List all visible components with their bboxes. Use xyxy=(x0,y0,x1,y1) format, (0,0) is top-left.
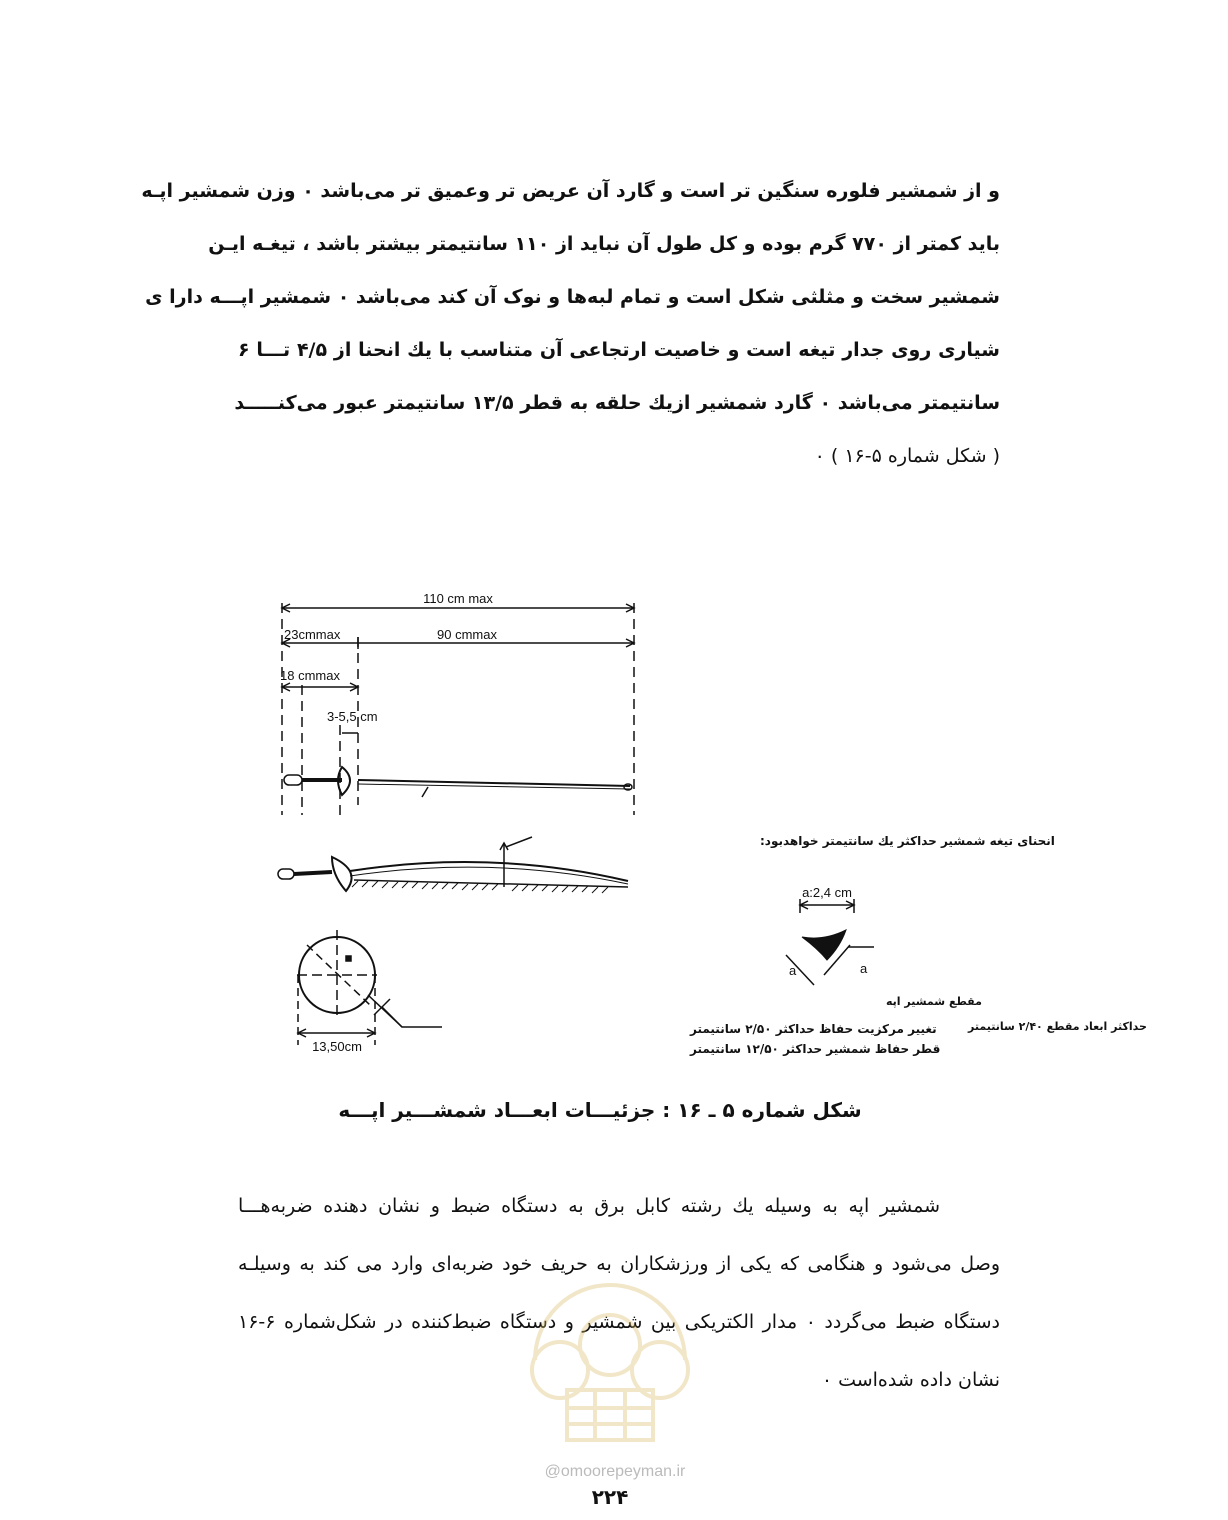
paragraph-line: دستگاه ضبط می‌گردد ۰ مدار الکتریکی بین شمشیر و دستگاه ضبط‌کننده در شکل‌شماره ۶-۱۶ xyxy=(238,1311,1000,1333)
curve-note: انحنای تیغه شمشیر حداکثر یك سانتیمتر خواهدبود: xyxy=(760,834,1055,848)
paragraph-line: شیاری روی جدار تیغه است و خاصیت ارتجاعی آن متناسب با یك انحنا از ۴/۵ تـــا ۶ xyxy=(238,339,1000,361)
paragraph-line: باید کمتر از ۷۷۰ گرم بوده و کل طول آن نباید از ۱۱۰ سانتیمتر بیشتر باشد ، تیغـه ایـن xyxy=(208,233,1000,255)
guard-offset-note: تغییر مرکزیت حفاظ حداکثر ۲/۵۰ سانتیمتر xyxy=(690,1022,937,1036)
guard-diameter-note: قطر حفاظ شمشیر حداکثر ۱۲/۵۰ سانتیمتر xyxy=(690,1042,941,1056)
dim-guard-zone-label: 23cmmax xyxy=(284,627,341,642)
paragraph-intro xyxy=(141,180,1000,480)
watermark-text: @omoorepeyman.ir xyxy=(544,1463,686,1480)
section-title: مقطع شمشیر اپه xyxy=(886,995,982,1008)
guard-diameter-label: 13,50cm xyxy=(312,1039,362,1054)
page-number: ۲۲۴ xyxy=(591,1485,629,1509)
paragraph-line: ( شکل شماره ۵-۱۶ ) ۰ xyxy=(814,445,1000,467)
section-max-note: حداکثر ابعاد مقطع ۲/۴۰ سانتیمتر xyxy=(968,1020,1147,1033)
dim-guard-depth-label: 3-5,5 cm xyxy=(327,709,378,724)
paragraph-line: و از شمشیر فلوره سنگین تر است و گارد آن عریض تر وعمیق تر می‌باشد ۰ وزن شمشیر اپـه xyxy=(141,180,1000,202)
section-a-label-left: a xyxy=(789,963,797,978)
watermark-seal xyxy=(505,1230,715,1460)
paragraph-line: سانتیمتر می‌باشد ۰ گارد شمشیر ازیك حلقه به قطر ۱۳/۵ سانتیمتر عبور می‌کنـــــد xyxy=(234,392,1000,414)
epee-diagram xyxy=(262,575,1147,1065)
dim-grip-label: 18 cmmax xyxy=(280,668,340,683)
paragraph-line: نشان داده شده‌است ۰ xyxy=(821,1369,1000,1391)
paragraph-line: شمشیر اپه به وسیله یك رشته کابل برق به دستگاه ضبط و نشان دهنده ضربه‌هـــا xyxy=(238,1195,940,1217)
section-width-label: a:2,4 cm xyxy=(802,885,852,900)
paragraph-line: شمشیر سخت و مثلثی شکل است و تمام لبه‌ها و نوک آن کند می‌باشد ۰ شمشیر اپـــه دارا ی xyxy=(145,286,1000,308)
section-a-label-right: a xyxy=(860,961,868,976)
figure-caption: شکل شماره ۵ ـ ۱۶ : جزئیـــات ابعـــاد شمشـــیر اپـــه xyxy=(338,1098,862,1122)
paragraph-line: وصل می‌شود و هنگامی که یکی از ورزشکاران به حریف خود ضربه‌ای وارد می کند به وسیلـه xyxy=(238,1253,1000,1275)
dim-total-label: 110 cm max xyxy=(423,591,493,606)
dim-blade-label: 90 cmmax xyxy=(437,627,497,642)
